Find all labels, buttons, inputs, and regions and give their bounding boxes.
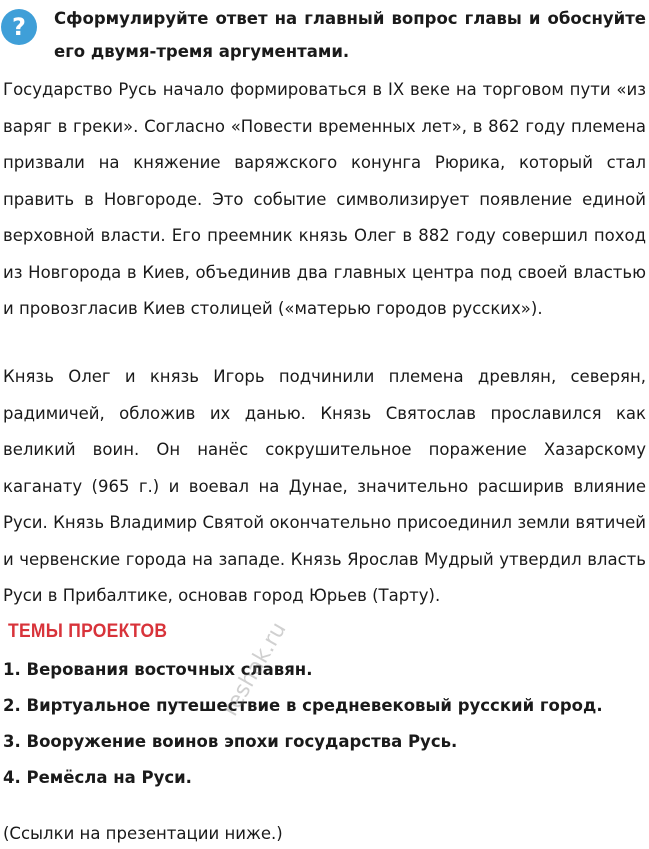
project-item-1: 1. Верования восточных славян.	[3, 660, 313, 679]
answer-paragraph-1: Государство Русь начало формироваться в IX веке на торговом пути «из варяг в греки». Согласно «Повести временных лет», в 862 году племена призвали на княжение варяжского конунга Рюрика, который стал править в Новгороде. Это событие символизирует появление единой верховной власти. Его преемник князь Олег в 882 году совершил поход из Новгорода в Киев, объединив два главных центра под своей властью и провозгласив Киев столицей («матерью городов русских»).	[3, 80, 646, 318]
projects-list	[3, 652, 646, 796]
project-item-4: 4. Ремёсла на Руси.	[3, 768, 192, 787]
project-item-3: 3. Вооружение воинов эпохи государства Русь.	[3, 732, 458, 751]
question-text: Сформулируйте ответ на главный вопрос главы и обоснуйте его двумя-тремя аргументами.	[54, 9, 646, 61]
links-note: (Ссылки на презентации ниже.)	[3, 824, 283, 843]
answer-paragraph-2: Князь Олег и князь Игорь подчинили племена древлян, северян, радимичей, обложив их данью. Князь Святослав прославился как великий воин. Он нанёс сокрушительное поражение Хазарскому каганату (965 г.) и воевал на Дунае, значительно расширив влияние Руси. Князь Владимир Святой окончательно присоединил земли вятичей и червенские города на западе. Князь Ярослав Мудрый утвердил власть Руси в Прибалтике, основав город Юрьев (Тарту).	[3, 367, 646, 605]
watermark: reshak.ru	[218, 618, 292, 721]
question-mark-icon: ?	[1, 9, 37, 45]
projects-title: ТЕМЫ ПРОЕКТОВ	[8, 621, 168, 642]
project-item-2: 2. Виртуальное путешествие в средневековый русский город.	[3, 696, 603, 715]
